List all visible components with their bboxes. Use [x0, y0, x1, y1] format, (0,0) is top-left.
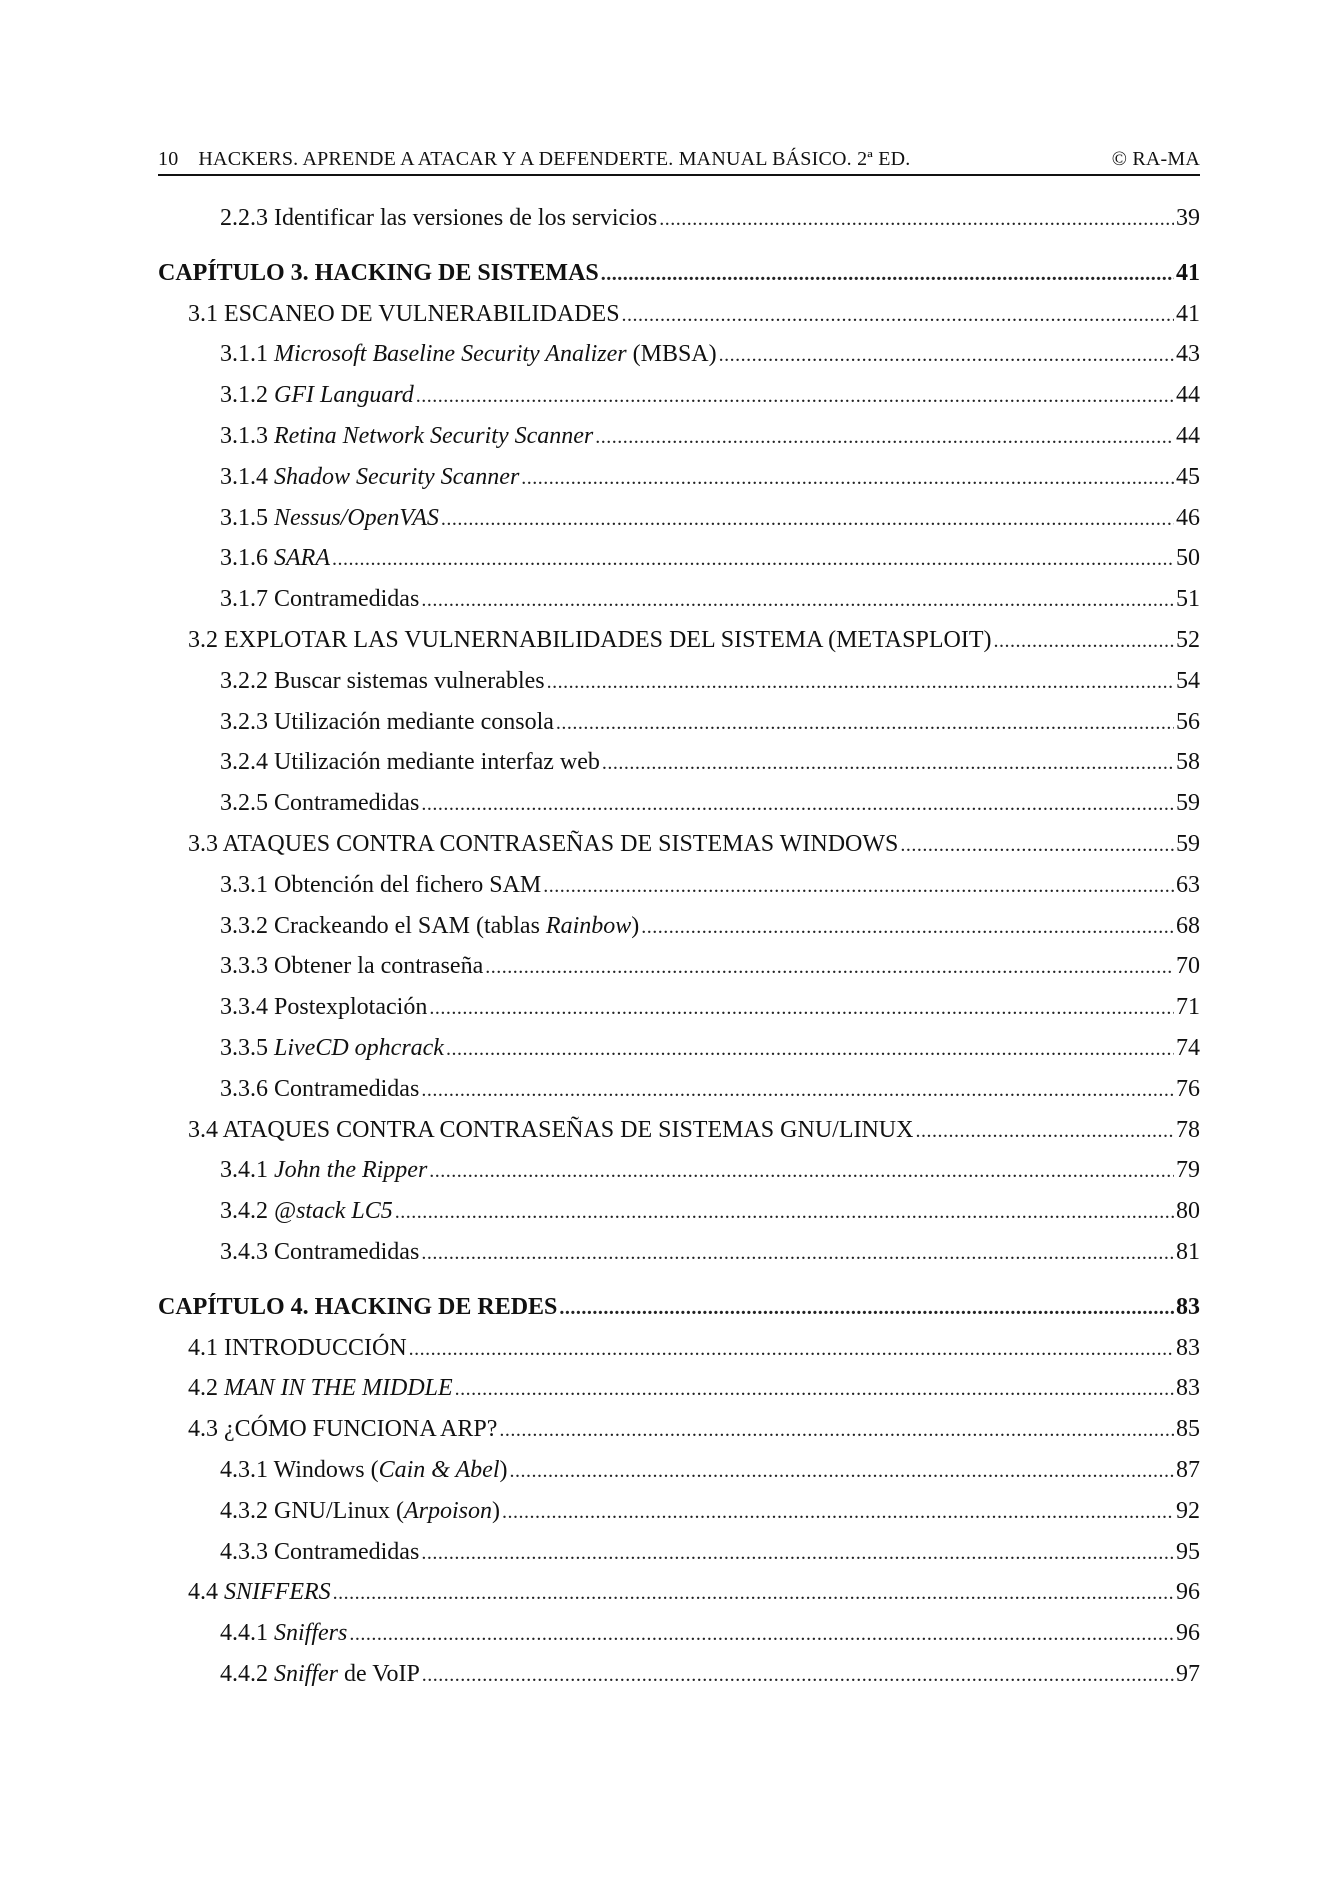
toc-entry-italic-text: MAN IN THE MIDDLE — [224, 1375, 453, 1402]
toc-entry-title — [220, 1532, 419, 1573]
toc-entry-text: 4.4.2 — [220, 1660, 274, 1687]
dot-leader — [455, 1369, 1174, 1409]
toc-entry-title — [220, 198, 657, 239]
toc-entry-text: 3.2.2 Buscar sistemas vulnerables — [220, 667, 545, 694]
toc-entry-italic-text: Retina Network Security Scanner — [274, 422, 594, 449]
toc-entry-title — [220, 334, 717, 375]
dot-leader — [900, 825, 1174, 865]
toc-entry-italic-text: Arpoison — [403, 1497, 492, 1524]
toc-entry-page-number: 85 — [1176, 1416, 1200, 1443]
toc-entry-page-number: 83 — [1176, 1375, 1200, 1402]
dot-leader — [349, 1614, 1174, 1654]
dot-leader — [502, 1492, 1174, 1532]
toc-entry-title — [220, 987, 427, 1028]
toc-entry-text: ) — [631, 912, 640, 939]
toc-entry — [158, 375, 1200, 416]
dot-leader — [485, 947, 1174, 987]
toc-entry — [158, 1110, 1200, 1151]
toc-entry-text: 3.1 ESCANEO DE VULNERABILIDADES — [188, 300, 620, 327]
dot-leader — [395, 1192, 1174, 1232]
toc-entry-title — [220, 1654, 420, 1695]
toc-entry — [158, 946, 1200, 987]
dot-leader — [422, 1655, 1174, 1695]
toc-entry-page-number: 83 — [1176, 1334, 1200, 1361]
toc-entry-italic-text: LiveCD ophcrack — [274, 1034, 444, 1061]
toc-entry-text: 3.1.1 — [220, 341, 274, 368]
toc-entry-text: 4.1 INTRODUCCIÓN — [188, 1334, 407, 1361]
toc-entry-title — [220, 742, 600, 783]
toc-entry-title — [220, 661, 545, 702]
toc-entry-text: 3.3.5 — [220, 1034, 274, 1061]
toc-entry-text: 3.3.3 Obtener la contraseña — [220, 953, 484, 980]
toc-entry-text: 3.3.1 Obtención del fichero SAM — [220, 871, 542, 898]
toc-entry — [158, 1409, 1200, 1450]
toc-entry-title — [188, 294, 620, 335]
toc-entry-title — [220, 416, 593, 457]
toc-entry-italic-text: Cain & Abel — [378, 1456, 500, 1483]
toc-entry-text: 3.2 EXPLOTAR LAS VULNERNABILIDADES DEL SISTEMA (METASPLOIT) — [188, 626, 992, 653]
toc-entry-italic-text: @stack LC5 — [274, 1198, 393, 1225]
dot-leader — [601, 254, 1174, 294]
toc-entry-text: (MBSA) — [626, 341, 717, 368]
toc-entry-italic-text: SNIFFERS — [224, 1579, 331, 1606]
dot-leader — [421, 1533, 1174, 1573]
toc-entry-page-number: 39 — [1176, 205, 1200, 231]
toc-entry-title — [188, 1409, 497, 1450]
toc-entry — [158, 334, 1200, 375]
toc-entry-title — [220, 375, 414, 416]
dot-leader — [332, 539, 1174, 579]
toc-entry-text: 3.4.3 Contramedidas — [220, 1238, 420, 1265]
dot-leader — [416, 376, 1174, 416]
dot-leader — [641, 907, 1174, 947]
toc-entry — [158, 906, 1200, 947]
dot-leader — [543, 866, 1174, 906]
dot-leader — [499, 1410, 1174, 1450]
toc-entry-text: 3.1.6 — [220, 545, 274, 572]
dot-leader — [719, 335, 1174, 375]
toc-entry-page-number: 92 — [1176, 1497, 1200, 1524]
toc-chapter-entry — [158, 1287, 1200, 1328]
toc-entry-text: 3.1.7 Contramedidas — [220, 586, 420, 613]
toc-entry-page-number: 41 — [1176, 259, 1200, 286]
toc-entry — [158, 579, 1200, 620]
toc-entry-page-number: 74 — [1176, 1034, 1200, 1061]
toc-entry-page-number: 96 — [1176, 1620, 1200, 1647]
dot-leader — [421, 1070, 1174, 1110]
toc-entry — [158, 198, 1200, 239]
toc-entry-page-number: 96 — [1176, 1579, 1200, 1606]
toc-entry-italic-text: Sniffers — [274, 1620, 348, 1647]
toc-entry — [158, 1450, 1200, 1491]
dot-leader — [409, 1329, 1174, 1369]
toc-entry — [158, 1572, 1200, 1613]
toc-entry-title — [220, 946, 483, 987]
toc-entry — [158, 1368, 1200, 1409]
toc-entry-text: 4.4 — [188, 1579, 224, 1606]
toc-entry-text: CAPÍTULO 3. HACKING DE SISTEMAS — [158, 259, 599, 286]
toc-entry-title — [220, 1491, 500, 1532]
toc-entry-text: ) — [492, 1497, 500, 1524]
toc-entry-title — [188, 620, 991, 661]
dot-leader — [421, 784, 1174, 824]
toc-entry-italic-text: Sniffer — [274, 1660, 338, 1687]
toc-entry-page-number: 95 — [1176, 1538, 1200, 1565]
dot-leader — [602, 743, 1174, 783]
toc-entry — [158, 702, 1200, 743]
dot-leader — [446, 1029, 1174, 1069]
toc-entry-page-number: 97 — [1176, 1660, 1200, 1687]
toc-entry-page-number: 51 — [1176, 586, 1200, 613]
toc-entry-text: 3.4 ATAQUES CONTRA CONTRASEÑAS DE SISTEMAS GNU/LINUX — [188, 1116, 914, 1143]
toc-entry — [158, 1654, 1200, 1695]
toc-entry-page-number: 44 — [1176, 382, 1200, 409]
toc-entry — [158, 1532, 1200, 1573]
toc-entry-title — [188, 1572, 331, 1613]
toc-entry — [158, 824, 1200, 865]
toc-entry-text: 3.1.2 — [220, 382, 274, 409]
toc-entry-page-number: 87 — [1176, 1456, 1200, 1483]
toc-entry-text: 3.1.5 — [220, 504, 274, 531]
toc-entry-italic-text: John the Ripper — [274, 1157, 428, 1184]
toc-entry-page-number: 59 — [1176, 830, 1200, 857]
dot-leader — [333, 1573, 1174, 1613]
toc-entry-text: 4.3.3 Contramedidas — [220, 1538, 420, 1565]
toc-entry-italic-text: Rainbow — [545, 912, 632, 939]
toc-entry-title — [158, 1287, 557, 1328]
dot-leader — [595, 417, 1174, 457]
dot-leader — [441, 499, 1174, 539]
toc-entry — [158, 987, 1200, 1028]
toc-entry-page-number: 58 — [1176, 749, 1200, 776]
toc-entry-italic-text: Nessus/OpenVAS — [274, 504, 439, 531]
toc-entry-text: 3.1.3 — [220, 422, 274, 449]
toc-entry-text: CAPÍTULO 4. HACKING DE REDES — [158, 1293, 558, 1320]
toc-entry-title — [220, 457, 519, 498]
toc-entry-text: 4.2 — [188, 1375, 224, 1402]
toc-entry-title — [220, 906, 639, 947]
toc-entry-page-number: 71 — [1176, 994, 1200, 1021]
toc-entry-page-number: 56 — [1176, 708, 1200, 735]
toc-entry — [158, 1232, 1200, 1273]
dot-leader — [559, 1288, 1174, 1328]
dot-leader — [429, 988, 1174, 1028]
toc-entry — [158, 1613, 1200, 1654]
toc-entry-page-number: 83 — [1176, 1293, 1200, 1320]
toc-entry-page-number: 70 — [1176, 953, 1200, 980]
toc-entry — [158, 457, 1200, 498]
dot-leader — [556, 703, 1174, 743]
toc-entry-page-number: 43 — [1176, 341, 1200, 368]
toc-entry-page-number: 45 — [1176, 463, 1200, 490]
toc-entry-text: 3.3.6 Contramedidas — [220, 1075, 420, 1102]
toc-entry-page-number: 81 — [1176, 1238, 1200, 1265]
toc-entry-title — [220, 1232, 419, 1273]
toc-entry-italic-text: SARA — [274, 545, 330, 572]
book-page — [158, 148, 1200, 1695]
toc-entry-title — [188, 824, 898, 865]
toc-entry-text: 4.4.1 — [220, 1620, 274, 1647]
toc-entry-title — [188, 1368, 453, 1409]
toc-entry-text: 3.2.5 Contramedidas — [220, 790, 420, 817]
dot-leader — [421, 580, 1174, 620]
toc-entry — [158, 1150, 1200, 1191]
toc-entry-page-number: 44 — [1176, 422, 1200, 449]
toc-entry — [158, 742, 1200, 783]
publisher-mark: © RA-MA — [1111, 148, 1200, 170]
toc-entry-title — [220, 702, 554, 743]
toc-entry-text: 3.3.2 Crackeando el SAM (tablas — [220, 912, 546, 939]
toc-entry-text: 3.1.4 — [220, 463, 274, 490]
page-number: 10 — [158, 148, 179, 170]
toc-entry-title — [220, 1028, 444, 1069]
toc-entry-title — [220, 1450, 507, 1491]
dot-leader — [915, 1111, 1174, 1151]
dot-leader — [521, 458, 1174, 498]
toc-entry-title — [220, 1150, 427, 1191]
toc-entry-text: 4.3.1 Windows ( — [220, 1456, 379, 1483]
toc-entry-title — [220, 1069, 419, 1110]
toc-entry-title — [220, 1613, 347, 1654]
running-head — [158, 148, 1200, 176]
toc-entry-page-number: 68 — [1176, 912, 1200, 939]
table-of-contents — [158, 198, 1200, 1695]
toc-entry-text: 3.2.3 Utilización mediante consola — [220, 708, 554, 735]
dot-leader — [547, 662, 1174, 702]
toc-entry — [158, 498, 1200, 539]
toc-entry — [158, 661, 1200, 702]
toc-entry-title — [188, 1328, 407, 1369]
toc-entry-page-number: 78 — [1176, 1116, 1200, 1143]
toc-entry-italic-text: Microsoft Baseline Security Analizer — [274, 341, 627, 368]
dot-leader — [429, 1151, 1174, 1191]
book-title: HACKERS. APRENDE A ATACAR Y A DEFENDERTE. MANUAL BÁSICO. 2ª ED. — [198, 148, 911, 170]
toc-entry-page-number: 50 — [1176, 545, 1200, 572]
toc-entry-title — [220, 498, 439, 539]
dot-leader — [659, 199, 1174, 239]
dot-leader — [993, 621, 1174, 661]
toc-entry — [158, 1191, 1200, 1232]
toc-entry-text: 4.3 ¿CÓMO FUNCIONA ARP? — [188, 1416, 498, 1443]
toc-entry-page-number: 59 — [1176, 790, 1200, 817]
toc-entry — [158, 416, 1200, 457]
toc-entry — [158, 865, 1200, 906]
toc-entry-text: de VoIP — [338, 1660, 420, 1687]
toc-entry — [158, 1028, 1200, 1069]
dot-leader — [622, 295, 1174, 335]
toc-entry-title — [220, 538, 330, 579]
toc-entry-text: 3.4.2 — [220, 1198, 274, 1225]
toc-entry-title — [220, 579, 419, 620]
toc-entry-italic-text: GFI Languard — [274, 382, 414, 409]
toc-entry-page-number: 54 — [1176, 667, 1200, 694]
toc-entry-title — [220, 865, 541, 906]
toc-entry-text: 3.3 ATAQUES CONTRA CONTRASEÑAS DE SISTEMAS WINDOWS — [188, 830, 899, 857]
dot-leader — [421, 1233, 1174, 1273]
toc-entry-page-number: 46 — [1176, 504, 1200, 531]
toc-entry-page-number: 41 — [1176, 300, 1200, 327]
toc-entry-text: 2.2.3 Identificar las versiones de los servicios — [220, 205, 658, 231]
toc-entry-page-number: 79 — [1176, 1157, 1200, 1184]
toc-entry-title — [158, 253, 599, 294]
toc-entry-page-number: 80 — [1176, 1198, 1200, 1225]
toc-entry-page-number: 52 — [1176, 626, 1200, 653]
toc-entry-text: 3.2.4 Utilización mediante interfaz web — [220, 749, 600, 776]
toc-entry-title — [220, 1191, 393, 1232]
toc-entry-title — [188, 1110, 913, 1151]
toc-chapter-entry — [158, 253, 1200, 294]
dot-leader — [509, 1451, 1174, 1491]
toc-entry-text: ) — [499, 1456, 508, 1483]
toc-entry-text: 4.3.2 GNU/Linux ( — [220, 1497, 404, 1524]
toc-entry-text: 3.4.1 — [220, 1157, 274, 1184]
toc-entry — [158, 538, 1200, 579]
toc-entry-page-number: 76 — [1176, 1075, 1200, 1102]
toc-entry-text: 3.3.4 Postexplotación — [220, 994, 428, 1021]
toc-entry — [158, 1328, 1200, 1369]
toc-entry — [158, 1491, 1200, 1532]
toc-entry — [158, 783, 1200, 824]
toc-entry-italic-text: Shadow Security Scanner — [274, 463, 520, 490]
toc-entry — [158, 1069, 1200, 1110]
toc-entry — [158, 294, 1200, 335]
toc-entry-page-number: 63 — [1176, 871, 1200, 898]
toc-entry — [158, 620, 1200, 661]
toc-entry-title — [220, 783, 419, 824]
